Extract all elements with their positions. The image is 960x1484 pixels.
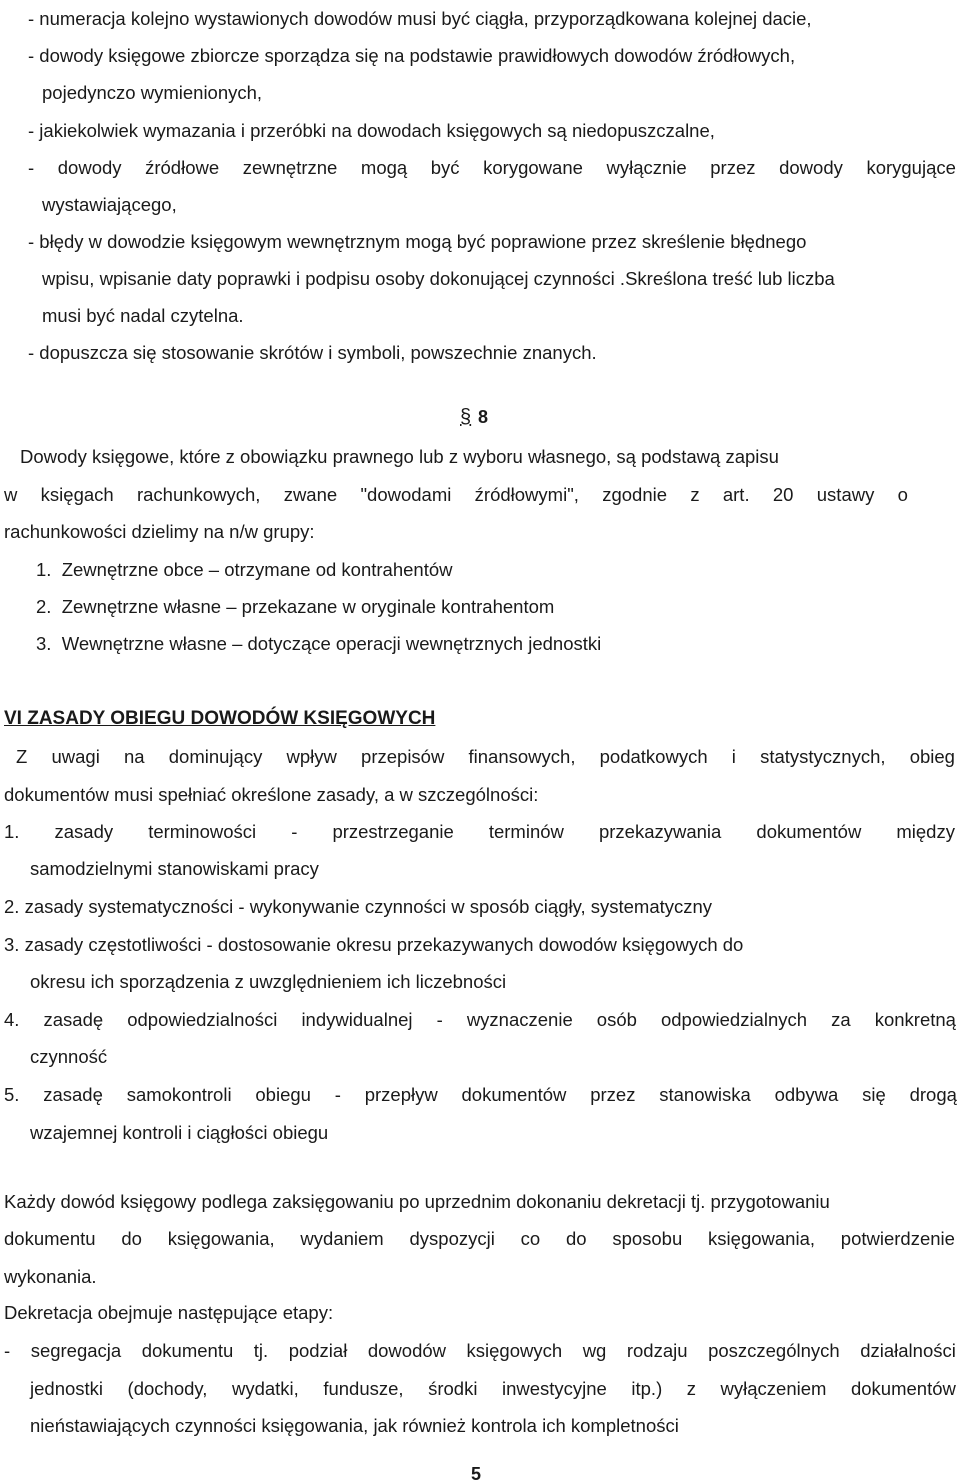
word: obieg (909, 746, 955, 767)
group-item (36, 596, 554, 618)
word: wydaniem (300, 1228, 384, 1249)
word: dowody (779, 157, 843, 178)
group-item (36, 559, 453, 581)
word: rodzaju (626, 1340, 688, 1361)
word: statystycznych, (760, 746, 886, 767)
section6-intro-justified (16, 746, 955, 768)
word: odbywa (774, 1084, 839, 1105)
word: przepływ (364, 1084, 438, 1105)
word: podział (288, 1340, 348, 1361)
word: przepisów (361, 746, 445, 767)
word: do (121, 1228, 142, 1249)
word: (dochody, (127, 1378, 208, 1399)
word: osób (596, 1009, 637, 1030)
word: z (690, 484, 700, 505)
word: obiegu (255, 1084, 311, 1105)
rule-continuation: okresu ich sporządzenia z uwzględnieniem ich liczebności (30, 971, 507, 992)
word: zewnętrzne (242, 157, 338, 178)
word: zasadę (43, 1009, 104, 1030)
word: - (28, 157, 35, 178)
word: dokumentu (4, 1228, 96, 1249)
word: dokumentu (141, 1340, 234, 1361)
word: terminów (488, 821, 564, 842)
word: fundusze, (323, 1378, 404, 1399)
rule-line: 2. zasady systematyczności - wykonywanie czynności w sposób ciągły, systematyczny (4, 896, 713, 917)
word: - (436, 1009, 443, 1030)
word: na (124, 746, 145, 767)
word: 1. (4, 821, 20, 842)
word: do (565, 1228, 587, 1249)
word: stanowiska (659, 1084, 751, 1105)
section8-paragraph-justified (4, 484, 908, 506)
word: 4. (4, 1009, 20, 1030)
section8-paragraph-line: rachunkowości dzielimy na n/w grupy: (4, 521, 315, 542)
word: wyznaczenie (466, 1009, 573, 1030)
word: indywidualnej (301, 1009, 413, 1030)
word: działalności (860, 1340, 956, 1361)
word: dowodów (367, 1340, 447, 1361)
word: za (831, 1009, 851, 1030)
section8-paragraph-line: Dowody księgowe, które z obowiązku prawnego lub z wyboru własnego, są podstawą zapisu (20, 446, 779, 467)
word: zwane (283, 484, 338, 505)
word: - (291, 821, 298, 842)
word: terminowości (148, 821, 257, 842)
word: itp.) (631, 1378, 663, 1399)
word: dokumentów (756, 821, 862, 842)
bullet-line: - numeracja kolejno wystawionych dowodów musi być ciągła, przyporządkowana kolejnej dacie, (28, 8, 812, 29)
word: księgach (40, 484, 114, 505)
decree-line-justified (4, 1228, 955, 1250)
word: w (4, 484, 18, 505)
word: przestrzeganie (332, 821, 454, 842)
bullet-line-justified (28, 157, 956, 179)
rule-line-justified (4, 821, 955, 843)
word: inwestycyjne (501, 1378, 607, 1399)
word: księgowania, (167, 1228, 275, 1249)
section-heading: VI ZASADY OBIEGU DOWODÓW KSIĘGOWYCH (4, 708, 436, 729)
word: segregacja (30, 1340, 122, 1361)
word: sposobu (612, 1228, 683, 1249)
rule-continuation: czynność (30, 1046, 108, 1067)
word: poszczególnych (708, 1340, 840, 1361)
bullet-continuation: musi być nadal czytelna. (42, 305, 244, 326)
word: odpowiedzialnych (660, 1009, 808, 1030)
word: wg (582, 1340, 607, 1361)
word: wyłączeniem (720, 1378, 827, 1399)
rule-continuation: samodzielnymi stanowiskami pracy (30, 858, 319, 879)
group-text: Zewnętrzne własne – przekazane w oryginale kontrahentom (61, 596, 555, 617)
bullet-line: - jakiekolwiek wymazania i przeróbki na dowodach księgowych są niedopuszczalne, (28, 120, 715, 141)
word: 5. (4, 1084, 20, 1105)
word: dowody (57, 157, 122, 178)
word: finansowych, (468, 746, 576, 767)
group-number: 3. (36, 633, 52, 654)
word: jednostki (30, 1378, 104, 1399)
bullet-continuation: wystawiającego, (42, 194, 177, 215)
decree-line: wykonania. (4, 1266, 97, 1287)
group-number: 2. (36, 596, 52, 617)
word: i (731, 746, 736, 767)
word: wyłącznie (606, 157, 687, 178)
rule-line: 3. zasady częstotliwości - dostosowanie okresu przekazywanych dowodów księgowych do (4, 934, 744, 955)
rule-line-justified (4, 1009, 956, 1031)
section-sign: § (460, 406, 472, 428)
word: źródłowymi", (474, 484, 579, 505)
word: przekazywania (598, 821, 722, 842)
word: 20 (772, 484, 794, 505)
section-number: 8 (478, 407, 489, 427)
word: dokumentów (461, 1084, 567, 1105)
word: się (862, 1084, 886, 1105)
word: co (520, 1228, 541, 1249)
word: tj. (253, 1340, 269, 1361)
group-item (36, 633, 601, 655)
word: wydatki, (231, 1378, 299, 1399)
word: zasadę (43, 1084, 103, 1105)
bullet-line: - błędy w dowodzie księgowym wewnętrznym mogą być poprawione przez skreślenie błędnego (28, 231, 807, 252)
word: wpływ (286, 746, 337, 767)
word: przez (590, 1084, 636, 1105)
word: podatkowych (599, 746, 708, 767)
word: przez (710, 157, 756, 178)
word: korygowane (483, 157, 583, 178)
word: - (334, 1084, 341, 1105)
word: między (896, 821, 955, 842)
word: z (686, 1378, 697, 1399)
word: - (4, 1340, 11, 1361)
group-number: 1. (36, 559, 52, 580)
word: dominujący (168, 746, 263, 767)
section6-intro-line: dokumentów musi spełniać określone zasady, a w szczególności: (4, 784, 539, 805)
word: konkretną (874, 1009, 956, 1030)
word: korygujące (866, 157, 956, 178)
word: samokontroli (126, 1084, 232, 1105)
word: art. (722, 484, 750, 505)
bullet-line: - dopuszcza się stosowanie skrótów i symboli, powszechnie znanych. (28, 342, 597, 363)
bullet-continuation: pojedynczo wymienionych, (42, 82, 263, 103)
word: źródłowe (145, 157, 220, 178)
word: dyspozycji (409, 1228, 495, 1249)
group-text: Wewnętrzne własne – dotyczące operacji wewnętrznych jednostki (61, 633, 602, 654)
word: księgowych (466, 1340, 563, 1361)
word: zasady (54, 821, 114, 842)
stage-line: nieństawiających czynności księgowania, jak również kontrola ich kompletności (30, 1415, 679, 1436)
word: księgowania, (708, 1228, 815, 1249)
word: drogą (909, 1084, 957, 1105)
word: "dowodami (360, 484, 452, 505)
word: ustawy (816, 484, 875, 505)
rule-continuation: wzajemnej kontroli i ciągłości obiegu (30, 1122, 329, 1143)
word: potwierdzenie (840, 1228, 955, 1249)
rule-line-justified (4, 1084, 957, 1106)
bullet-line: - dowody księgowe zbiorcze sporządza się na podstawie prawidłowych dowodów źródłowych, (28, 45, 796, 66)
page-number: 5 (471, 1464, 482, 1484)
group-text: Zewnętrzne obce – otrzymane od kontrahentów (61, 559, 453, 580)
word: środki (428, 1378, 478, 1399)
decree-line: Każdy dowód księgowy podlega zaksięgowaniu po uprzednim dokonaniu dekretacji tj. przygotowaniu (4, 1191, 830, 1212)
word: być (430, 157, 460, 178)
word: uwagi (51, 746, 100, 767)
word: dokumentów (850, 1378, 956, 1399)
word: Z (16, 746, 28, 767)
word: odpowiedzialności (127, 1009, 278, 1030)
word: o (897, 484, 908, 505)
word: rachunkowych, (136, 484, 261, 505)
decree-stages-intro: Dekretacja obejmuje następujące etapy: (4, 1302, 334, 1323)
bullet-continuation: wpisu, wpisanie daty poprawki i podpisu osoby dokonującej czynności .Skreślona treść lub liczba (42, 268, 835, 289)
stage-line-justified (4, 1340, 956, 1362)
stage-line-justified (30, 1378, 956, 1400)
word: zgodnie (602, 484, 668, 505)
word: mogą (360, 157, 408, 178)
